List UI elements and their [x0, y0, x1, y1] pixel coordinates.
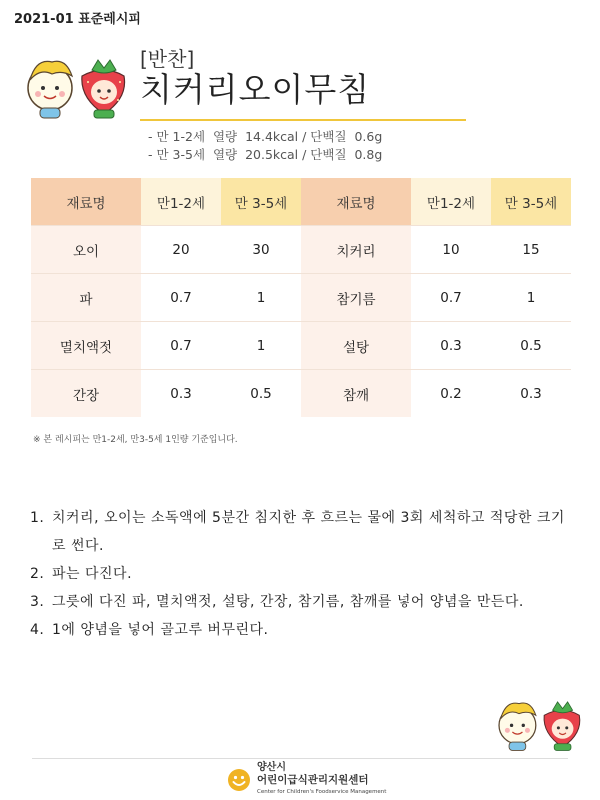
org-text: [257, 762, 386, 798]
step-number: 4.: [30, 622, 45, 638]
step-number: 3.: [30, 594, 45, 610]
amount-cell: 15: [491, 226, 571, 274]
amount-cell: 1: [221, 274, 301, 322]
header-cell: 만 3-5세: [491, 178, 571, 226]
nutrition-line: - 만 1-2세 열량 14.4kcal / 단백질 0.6g: [148, 129, 383, 144]
mascot-illustration: [22, 48, 132, 120]
ingredient-name: 멸치액젓: [31, 322, 141, 370]
document-label: 2021-01 표준레시피: [14, 12, 141, 27]
footer-divider: [32, 758, 568, 759]
header-cell: 만1-2세: [411, 178, 491, 226]
step-number: 2.: [30, 566, 45, 582]
step-text: 치커리, 오이는 소독액에 5분간 침지한 후 흐르는 물에 3회 세척하고 적당한 크기로 썬다.: [52, 510, 565, 554]
header-cell: 재료명: [31, 178, 141, 226]
amount-cell: 1: [221, 322, 301, 370]
nutrition-info: [148, 128, 382, 164]
instruction-step: [30, 616, 575, 644]
table-row: [31, 370, 571, 418]
amount-cell: 0.7: [141, 274, 221, 322]
title-block: [140, 48, 370, 110]
ingredient-name: 오이: [31, 226, 141, 274]
step-number: 1.: [30, 510, 45, 526]
amount-cell: 0.5: [491, 322, 571, 370]
amount-cell: 0.2: [411, 370, 491, 418]
ingredient-name: 참깨: [301, 370, 411, 418]
instruction-step: [30, 504, 575, 560]
instruction-list: [30, 504, 575, 644]
header-cell: 만 3-5세: [221, 178, 301, 226]
org-name-english: Center for Children's Foodservice Management: [257, 789, 387, 795]
ingredient-name: 파: [31, 274, 141, 322]
instruction-step: [30, 588, 575, 616]
amount-cell: 0.7: [141, 322, 221, 370]
header-cell: 만1-2세: [141, 178, 221, 226]
amount-cell: 10: [411, 226, 491, 274]
amount-cell: 30: [221, 226, 301, 274]
amount-cell: 20: [141, 226, 221, 274]
amount-cell: 0.5: [221, 370, 301, 418]
amount-cell: 0.3: [411, 322, 491, 370]
recipe-title: 치커리오이무침: [140, 70, 371, 109]
ingredient-table: [31, 178, 571, 417]
step-text: 1에 양념을 넣어 골고루 버무린다.: [52, 622, 269, 638]
instruction-step: [30, 560, 575, 588]
ingredient-name: 간장: [31, 370, 141, 418]
nutrition-line: - 만 3-5세 열량 20.5kcal / 단백질 0.8g: [148, 147, 383, 162]
amount-cell: 0.3: [491, 370, 571, 418]
ingredient-name: 치커리: [301, 226, 411, 274]
table-row: [31, 274, 571, 322]
amount-cell: 0.7: [411, 274, 491, 322]
ingredient-name: 설탕: [301, 322, 411, 370]
title-underline: [140, 119, 466, 121]
recipe-category: [반찬]: [140, 47, 195, 71]
org-city: 양산시: [257, 762, 286, 773]
smile-logo-icon: [227, 768, 251, 792]
table-row: [31, 322, 571, 370]
step-text: 그릇에 다진 파, 멸치액젓, 설탕, 간장, 참기름, 참깨를 넣어 양념을 만든다.: [52, 594, 524, 610]
footer-logo: [227, 764, 386, 796]
header-cell: 재료명: [301, 178, 411, 226]
mascot-illustration-bottom: [494, 690, 586, 754]
amount-cell: 0.3: [141, 370, 221, 418]
org-name: 어린이급식관리지원센터: [257, 774, 369, 786]
step-text: 파는 다진다.: [52, 566, 133, 582]
table-row: [31, 226, 571, 274]
table-header-row: [31, 178, 571, 226]
amount-cell: 1: [491, 274, 571, 322]
ingredient-name: 참기름: [301, 274, 411, 322]
portion-note: ※ 본 레시피는 만1-2세, 만3-5세 1인량 기준입니다.: [33, 435, 238, 445]
